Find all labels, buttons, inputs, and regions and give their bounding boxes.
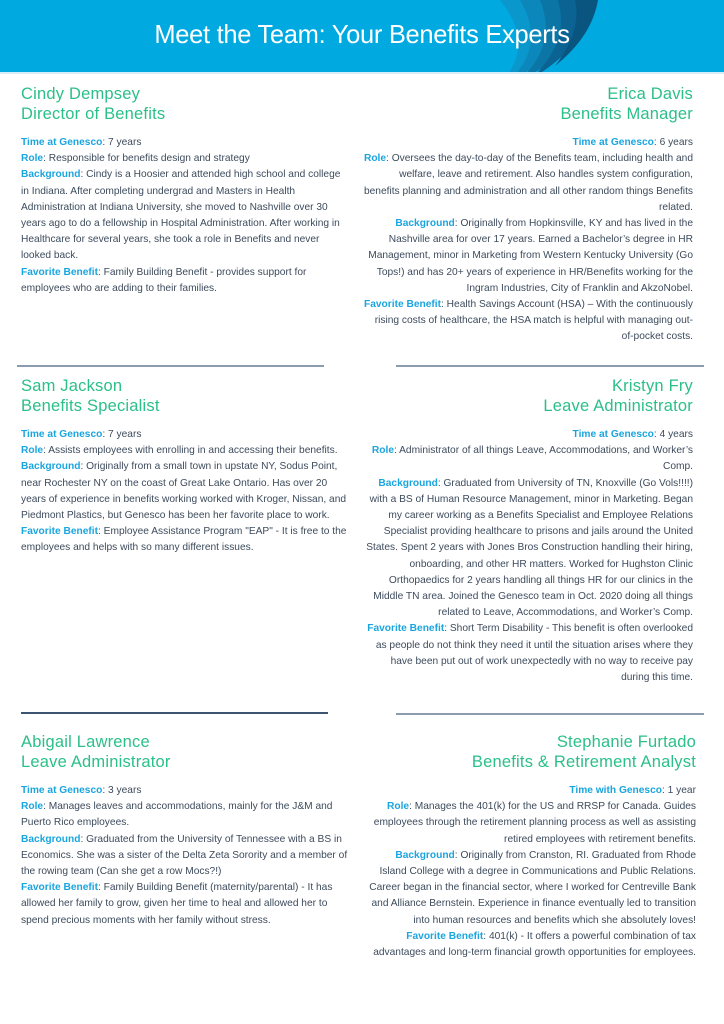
team-member-card bbox=[21, 84, 351, 297]
role-line: Role: Administrator of all things Leave, Accommodations, and Worker’s Comp. bbox=[371, 445, 693, 473]
favorite-line: Favorite Benefit: Employee Assistance Program "EAP" - It is free to the employees and helps with so many different issues. bbox=[21, 526, 347, 554]
background-line: Background: Graduated from University of TN, Knoxville (Go Vols!!!!) with a BS of Human Resource Management, minor in Marketing. Began my career working as a Benefits Specialist and Employee Relations Specialist providing healthcare to prisons and jails around the United States. Spent 2 years with Jones Bros Construction handling their hiring, onboarding, and other HR matters. Worked for Hughston Clinic Orthopaedics for 2 years handling all things HR for our clinics in the Middle TN area. Joined the Genesco team in Oct. 2020 doing all things related to Leave, Accommodations, and Worker’s Comp. bbox=[366, 477, 693, 619]
background-label: Background bbox=[395, 849, 455, 861]
member-details bbox=[21, 427, 351, 557]
favorite-value: Family Building Benefit - provides support for employees who are adding to their families. bbox=[21, 266, 307, 294]
role-label: Role bbox=[21, 153, 44, 165]
background-line: Background: Originally from a small town in upstate NY, Sodus Point, near Rochester NY on the coast of Great Lake Ontario. Has over 20 years of experience in benefits working worked with Kroger, Nissan, and Piedmont Plastics, but Genesco has been her favorite place to work. bbox=[21, 461, 347, 522]
team-member-card bbox=[363, 84, 693, 346]
favorite-label: Favorite Benefit bbox=[21, 526, 98, 538]
background-label: Background bbox=[395, 218, 455, 230]
team-member-card bbox=[21, 376, 351, 557]
role-line: Role: Assists employees with enrolling in and accessing their benefits. bbox=[21, 445, 338, 457]
member-title: Director of Benefits bbox=[21, 105, 166, 123]
background-value: Graduated from University of TN, Knoxville (Go Vols!!!!) with a BS of Human Resource Management, minor in Marketing. Began my career working as a Benefits Specialist and Employee Relations Specialist providing healthcare to prisons and jails around the United States. Spent 2 years with Jones Bros Construction handling their hiring, onboarding, and other HR matters. Worked for Hughston Clinic Orthopaedics for 2 years handling all things HR for our clinics in the Middle TN area. Joined the Genesco team in Oct. 2020 doing all things related to Leave, Accommodations, and Worker’s Comp. bbox=[366, 477, 693, 619]
page-header bbox=[0, 0, 724, 74]
role-value: Manages leaves and accommodations, mainly for the J&M and Puerto Rico employees. bbox=[21, 801, 333, 829]
role-label: Role bbox=[21, 801, 44, 813]
background-value: Cindy is a Hoosier and attended high school and college in Indiana. After completing undergrad and Masters in Health Administration at Indiana University, she moved to Nashville over 30 years ago to do a fellowship in Hospital Administration. After working in Healthcare for several years, she took a role in Benefits and never looked back. bbox=[21, 169, 341, 262]
section-divider bbox=[396, 365, 704, 367]
tenure-line: Time at Genesco: 6 years bbox=[572, 137, 693, 148]
background-label: Background bbox=[21, 461, 81, 473]
member-title: Leave Administrator bbox=[543, 397, 693, 415]
page-title: Meet the Team: Your Benefits Experts bbox=[154, 19, 570, 49]
tenure-value: 6 years bbox=[659, 137, 693, 148]
tenure-line: Time at Genesco: 7 years bbox=[21, 429, 142, 440]
tenure-label: Time at Genesco bbox=[21, 137, 103, 148]
favorite-value: Employee Assistance Program "EAP" - It is free to the employees and helps with so many different issues. bbox=[21, 526, 347, 554]
favorite-line: Favorite Benefit: Health Savings Account (HSA) – With the continuously rising costs of healthcare, the HSA match is helpful with managing out-of-pocket costs. bbox=[364, 299, 693, 343]
role-value: Assists employees with enrolling in and accessing their benefits. bbox=[48, 445, 338, 457]
tenure-label: Time at Genesco bbox=[572, 429, 654, 440]
favorite-value: Short Term Disability - This benefit is often overlooked as people do not think they need it until the situation arises where they have been put out of work unexpectedly with no way to receive pay during this time. bbox=[375, 623, 693, 684]
role-label: Role bbox=[386, 801, 410, 813]
favorite-label: Favorite Benefit bbox=[21, 266, 98, 278]
member-title: Benefits Manager bbox=[560, 105, 693, 123]
background-value: Graduated from the University of Tennessee with a BS in Economics. She was a sister of the Delta Zeta Sorority and a member of the rowing team (Can she get a row Mocs?!) bbox=[21, 833, 348, 878]
favorite-value: Health Savings Account (HSA) – With the continuously rising costs of healthcare, the HSA match is helpful with managing out-of-pocket costs. bbox=[374, 299, 693, 343]
member-name: Abigail Lawrence bbox=[21, 733, 150, 751]
tenure-line: Time at Genesco: 4 years bbox=[572, 429, 693, 440]
member-details bbox=[21, 135, 351, 297]
member-title: Leave Administrator bbox=[21, 753, 171, 771]
role-label: Role bbox=[363, 153, 387, 165]
background-value: Originally from Hopkinsville, KY and has lived in the Nashville area for over 17 years. Earned a Bachelor’s degree in HR Management, minor in Marketing from Western Kentucky University (Go Tops!) and has 20+ years of experience in HR/Benefits working for the Ingram Industries, City of Franklin and AkzoNobel. bbox=[368, 218, 693, 294]
favorite-line: Favorite Benefit: Family Building Benefit - provides support for employees who are adding to their families. bbox=[21, 266, 307, 294]
role-value: Administrator of all things Leave, Accommodations, and Worker’s Comp. bbox=[399, 445, 693, 473]
role-value: Oversees the day-to-day of the Benefits team, including health and welfare, leave and retirement. Also handles system configuration, benefits planning and administration and all other random things Benefits related. bbox=[363, 153, 693, 213]
tenure-value: 4 years bbox=[659, 429, 693, 440]
tenure-label: Time at Genesco bbox=[21, 429, 103, 440]
favorite-label: Favorite Benefit bbox=[364, 299, 441, 311]
background-label: Background bbox=[21, 833, 81, 845]
tenure-value: 1 year bbox=[667, 785, 696, 796]
favorite-value: Family Building Benefit (maternity/parental) - It has allowed her family to grow, given her time to heal and allowed her to spend precious moments with her family without stress. bbox=[21, 882, 333, 926]
favorite-line: Favorite Benefit: 401(k) - It offers a powerful combination of tax advantages and long-term financial growth opportunities for employees. bbox=[373, 930, 696, 959]
favorite-value: 401(k) - It offers a powerful combination of tax advantages and long-term financial growth opportunities for employees. bbox=[373, 930, 696, 959]
tenure-label: Time with Genesco bbox=[569, 785, 662, 796]
role-line: Role: Manages the 401(k) for the US and RRSP for Canada. Guides employees through the retirement planning process as well as assisting retired employees with retirement benefits. bbox=[373, 801, 696, 845]
favorite-label: Favorite Benefit bbox=[21, 882, 98, 894]
member-name: Kristyn Fry bbox=[611, 377, 693, 395]
member-details bbox=[21, 783, 351, 929]
role-line: Role: Manages leaves and accommodations, mainly for the J&M and Puerto Rico employees. bbox=[21, 801, 333, 829]
tenure-line: Time at Genesco: 7 years bbox=[21, 137, 142, 148]
section-divider bbox=[17, 365, 324, 367]
favorite-line: Favorite Benefit: Family Building Benefit (maternity/parental) - It has allowed her family to grow, given her time to heal and allowed her to spend precious moments with her family without stress. bbox=[21, 882, 333, 926]
background-value: Originally from a small town in upstate NY, Sodus Point, near Rochester NY on the coast of Great Lake Ontario. Has over 20 years of experience in benefits working worked with Kroger, Nissan, and Piedmont Plastics, but Genesco has been her favorite place to work. bbox=[21, 461, 347, 522]
team-member-card bbox=[363, 376, 693, 686]
background-label: Background bbox=[21, 169, 81, 181]
member-title: Benefits Specialist bbox=[21, 397, 160, 415]
role-line: Role: Responsible for benefits design and strategy bbox=[21, 153, 250, 165]
member-name: Cindy Dempsey bbox=[21, 85, 141, 103]
role-value: Manages the 401(k) for the US and RRSP for Canada. Guides employees through the retirement planning process as well as assisting retired employees with retirement benefits. bbox=[373, 801, 696, 845]
team-member-card bbox=[366, 732, 696, 961]
tenure-value: 7 years bbox=[108, 137, 142, 148]
header-bottom-edge bbox=[0, 72, 724, 74]
member-name: Erica Davis bbox=[607, 85, 693, 103]
role-label: Role bbox=[371, 445, 394, 457]
favorite-label: Favorite Benefit bbox=[406, 930, 484, 942]
tenure-label: Time at Genesco bbox=[572, 137, 654, 148]
tenure-value: 3 years bbox=[108, 785, 142, 796]
tenure-label: Time at Genesco bbox=[21, 785, 103, 796]
tenure-line: Time with Genesco: 1 year bbox=[569, 785, 696, 796]
section-divider bbox=[396, 713, 704, 715]
role-line: Role: Oversees the day-to-day of the Benefits team, including health and welfare, leave and retirement. Also handles system configuration, benefits planning and administration and all other random things Benefits related. bbox=[363, 153, 693, 213]
favorite-line: Favorite Benefit: Short Term Disability - This benefit is often overlooked as people do not think they need it until the situation arises where they have been put out of work unexpectedly with no way to receive pay during this time. bbox=[367, 623, 693, 684]
role-label: Role bbox=[21, 445, 44, 457]
background-line: Background: Originally from Cranston, RI. Graduated from Rhode Island College with a degree in Communications and Public Relations. Career began in the financial sector, where I worked for Centreville Bank and Alliance Bernstein. Experience in finance eventually led to transition into human resources and benefits which she absolutely loves! bbox=[369, 849, 696, 926]
background-line: Background: Cindy is a Hoosier and attended high school and college in Indiana. After completing undergrad and Masters in Health Administration at Indiana University, she moved to Nashville over 30 years ago to do a fellowship in Hospital Administration. After working in Healthcare for several years, she took a role in Benefits and never looked back. bbox=[21, 169, 341, 262]
member-name: Sam Jackson bbox=[21, 377, 123, 395]
member-name: Stephanie Furtado bbox=[556, 733, 696, 751]
favorite-label: Favorite Benefit bbox=[367, 623, 445, 635]
background-line: Background: Graduated from the University of Tennessee with a BS in Economics. She was a sister of the Delta Zeta Sorority and a member of the rowing team (Can she get a row Mocs?!) bbox=[21, 833, 348, 878]
background-label: Background bbox=[378, 477, 438, 489]
member-details bbox=[363, 135, 693, 346]
tenure-line: Time at Genesco: 3 years bbox=[21, 785, 142, 796]
team-member-card bbox=[21, 732, 351, 929]
role-value: Responsible for benefits design and strategy bbox=[48, 153, 250, 165]
member-title: Benefits & Retirement Analyst bbox=[471, 753, 696, 771]
member-details bbox=[366, 783, 696, 961]
section-divider bbox=[21, 712, 328, 714]
background-value: Originally from Cranston, RI. Graduated from Rhode Island College with a degree in Communications and Public Relations. Career began in the financial sector, where I worked for Centreville Bank and Alliance Bernstein. Experience in finance eventually led to transition into human resources and benefits which she absolutely loves! bbox=[369, 849, 696, 926]
background-line: Background: Originally from Hopkinsville, KY and has lived in the Nashville area for over 17 years. Earned a Bachelor’s degree in HR Management, minor in Marketing from Western Kentucky University (Go Tops!) and has 20+ years of experience in HR/Benefits working for the Ingram Industries, City of Franklin and AkzoNobel. bbox=[368, 218, 693, 294]
member-details bbox=[363, 427, 693, 686]
tenure-value: 7 years bbox=[108, 429, 142, 440]
